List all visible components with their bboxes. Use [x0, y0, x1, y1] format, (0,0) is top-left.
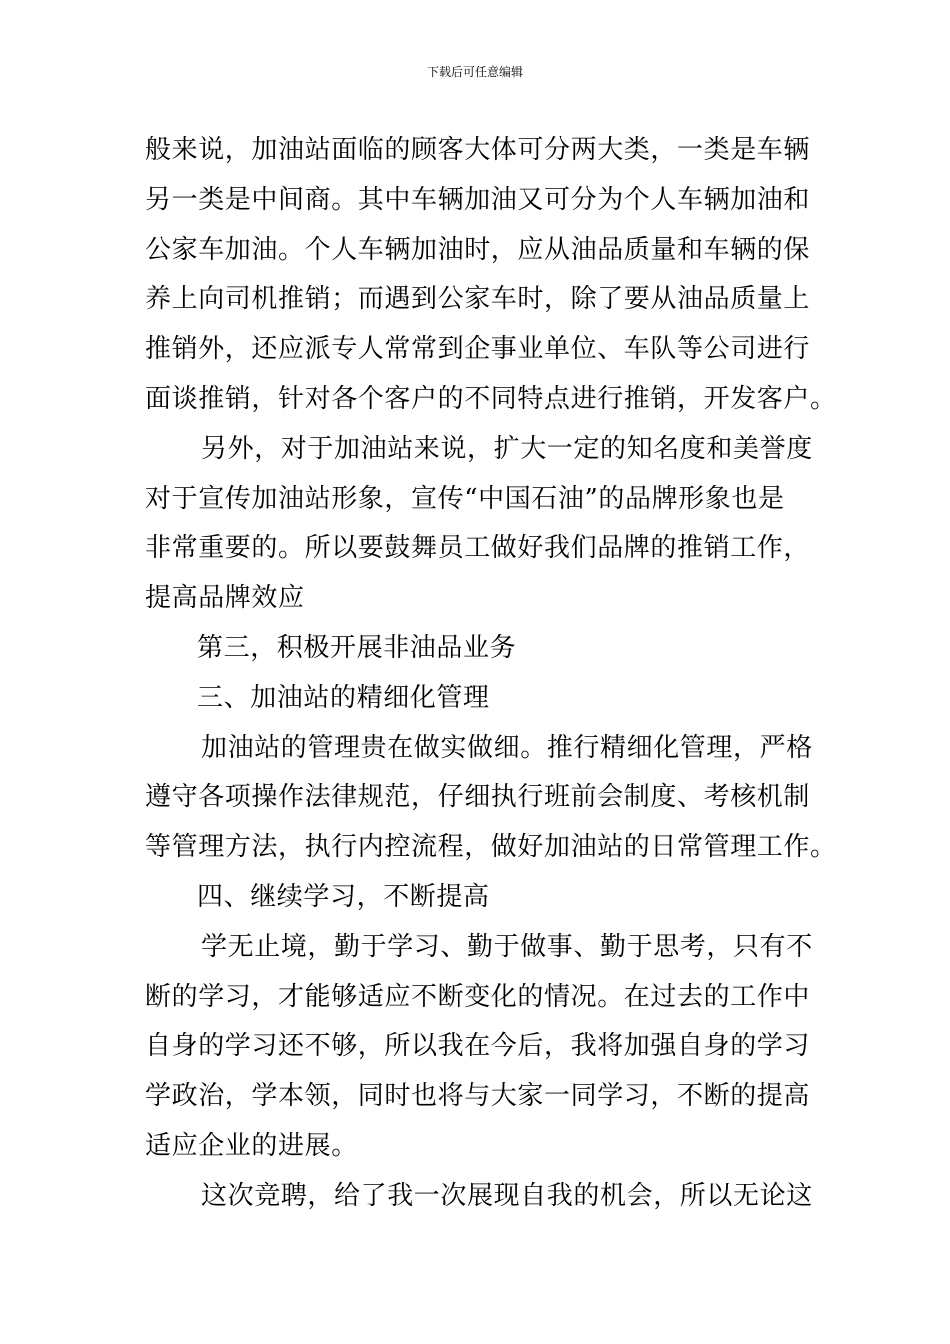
text-line: 推销外，还应派专人常常到企事业单位、车队等公司进行	[145, 334, 811, 365]
text-line: 遵守各项操作法律规范，仔细执行班前会制度、考核机制	[145, 782, 811, 813]
text-line: 对于宣传加油站形象，宣传“中国石油”的品牌形象也是	[145, 483, 785, 514]
text-line: 断的学习，才能够适应不断变化的情况。在过去的工作中	[145, 981, 811, 1012]
document-body	[145, 126, 837, 1222]
text-line: 面谈推销，针对各个客户的不同特点进行推销，开发客户。	[145, 383, 837, 414]
page-header-note: 下载后可任意编辑	[426, 65, 523, 79]
section-heading: 三、加油站的精细化管理	[197, 682, 490, 713]
text-line: 非常重要的。所以要鼓舞员工做好我们品牌的推销工作，	[145, 533, 811, 564]
text-line: 般来说，加油站面临的顾客大体可分两大类，一类是车辆	[145, 135, 811, 165]
text-line: 另一类是中间商。其中车辆加油又可分为个人车辆加油和	[145, 184, 811, 215]
section-heading: 第三，积极开展非油品业务	[197, 632, 517, 663]
paragraph-first-line: 加油站的管理贵在做实做细。推行精细化管理，严格	[201, 732, 813, 763]
paragraph-first-line: 这次竞聘，给了我一次展现自我的机会，所以无论这	[201, 1180, 813, 1211]
text-line: 自身的学习还不够，所以我在今后，我将加强自身的学习	[145, 1031, 811, 1062]
section-heading: 四、继续学习，不断提高	[197, 881, 490, 912]
text-line: 等管理方法，执行内控流程，做好加油站的日常管理工作。	[145, 832, 837, 863]
paragraph-first-line: 学无止境，勤于学习、勤于做事、勤于思考，只有不	[201, 931, 813, 962]
text-line: 提高品牌效应	[145, 583, 305, 614]
text-line: 适应企业的进展。	[145, 1130, 358, 1161]
paragraph-first-line: 另外，对于加油站来说，扩大一定的知名度和美誉度	[201, 433, 813, 464]
text-line: 学政治，学本领，同时也将与大家一同学习，不断的提高	[145, 1081, 811, 1112]
text-line: 公家车加油。个人车辆加油时，应从油品质量和车辆的保	[145, 234, 811, 265]
text-line: 养上向司机推销；而遇到公家车时，除了要从油品质量上	[145, 284, 811, 315]
